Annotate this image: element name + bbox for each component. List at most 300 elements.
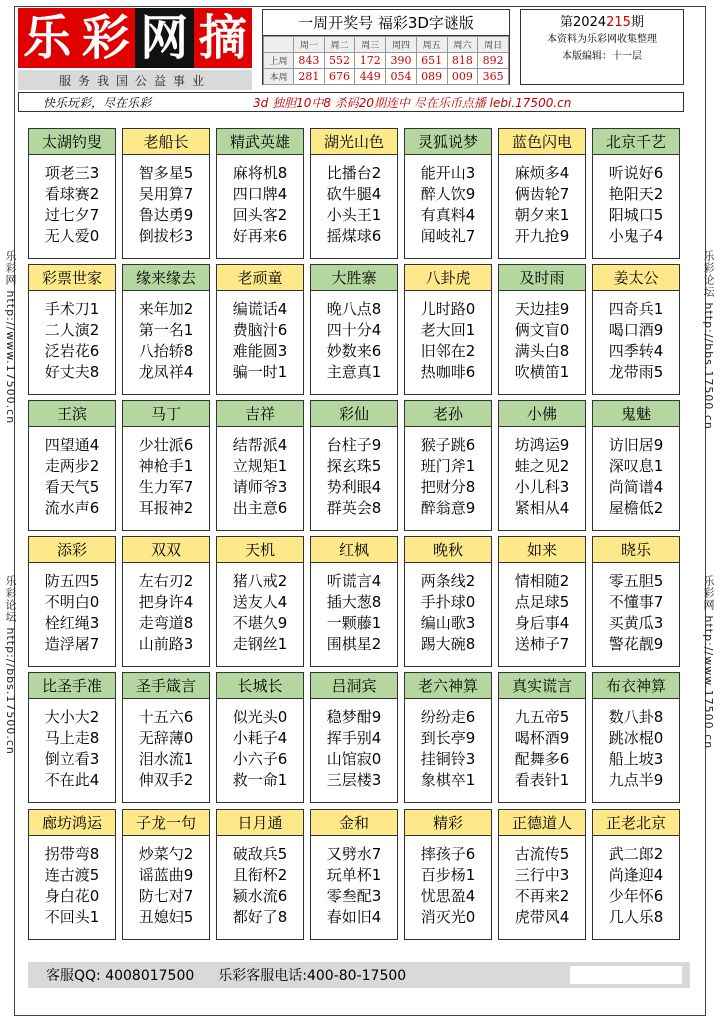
predictor-name: 晓乐 (593, 537, 679, 563)
riddle-line: 小鬼子4 (608, 227, 664, 245)
predictor-name: 老六神算 (405, 673, 491, 699)
riddle-list (311, 427, 397, 519)
riddle-line: 猴子跳6 (420, 436, 476, 454)
riddle-line: 马上走8 (44, 729, 100, 747)
riddle-line: 连古渡5 (44, 866, 100, 884)
riddle-line: 无辞薄0 (138, 729, 194, 747)
riddle-line: 能开山3 (420, 164, 476, 182)
riddle-line: 砍牛腿4 (326, 185, 382, 203)
predictor-name: 吉祥 (217, 401, 303, 427)
riddle-line: 醉人饮9 (420, 185, 476, 203)
riddle-line: 主意真1 (326, 363, 382, 381)
predictor-name: 天机 (217, 537, 303, 563)
logo-char: 乐 (18, 8, 77, 68)
riddle-line: 少年怀6 (608, 887, 664, 905)
issue-number: 215 (606, 15, 631, 30)
riddle-line: 四季转4 (608, 342, 664, 360)
predictor-name: 王滨 (29, 401, 115, 427)
riddle-line: 听谎言4 (326, 572, 382, 590)
riddle-line: 编山歌3 (420, 614, 476, 632)
riddle-line: 满头白8 (514, 342, 570, 360)
riddle-line: 难能圆3 (232, 342, 288, 360)
riddle-line: 班门斧1 (420, 457, 476, 475)
predictor-card (592, 128, 680, 259)
riddle-line: 听说好6 (608, 164, 664, 182)
riddle-line: 跳冰棍0 (608, 729, 664, 747)
riddle-line: 点足球5 (514, 593, 570, 611)
riddle-list (499, 836, 585, 928)
riddle-line: 摔孩子6 (420, 845, 476, 863)
predictor-name: 日月通 (217, 810, 303, 836)
riddle-line: 送柿子7 (514, 635, 570, 653)
riddle-line: 都好了8 (232, 908, 288, 926)
draw-number: 281 (294, 69, 325, 85)
predictor-name: 八卦虎 (405, 265, 491, 291)
riddle-line: 且衔杯2 (232, 866, 288, 884)
riddle-line: 纷纷走6 (420, 708, 476, 726)
logo-char: 彩 (77, 8, 136, 68)
logo (18, 8, 252, 68)
riddle-line: 手术刀1 (44, 300, 100, 318)
weekly-draw-box (262, 9, 510, 85)
riddle-list (593, 427, 679, 519)
predictor-card (404, 128, 492, 259)
predictor-name: 老顽童 (217, 265, 303, 291)
footer-qq: 客服QQ: 4008017500 (46, 968, 195, 984)
riddle-line: 造浮屠7 (44, 635, 100, 653)
riddle-line: 小六子6 (232, 750, 288, 768)
riddle-list (29, 836, 115, 928)
riddle-line: 艳阳天2 (608, 185, 664, 203)
riddle-line: 小头王1 (326, 206, 382, 224)
riddle-line: 倒拔杉3 (138, 227, 194, 245)
riddle-line: 俩齿轮7 (514, 185, 570, 203)
riddle-line: 坊鸿运9 (514, 436, 570, 454)
predictor-card (592, 264, 680, 395)
corner-cell (264, 37, 294, 53)
riddle-line: 看天气5 (44, 478, 100, 496)
riddle-line: 俩文盲0 (514, 321, 570, 339)
side-text-right-top: 乐彩论坛 http://bbs.17500.cn (702, 250, 715, 430)
riddle-list (29, 563, 115, 655)
predictor-name: 彩票世家 (29, 265, 115, 291)
predictor-card (498, 809, 586, 940)
predictor-name: 马丁 (123, 401, 209, 427)
predictor-card (122, 400, 210, 531)
predictor-name: 晚秋 (405, 537, 491, 563)
predictor-card (310, 128, 398, 259)
riddle-line: 吴用算7 (138, 185, 194, 203)
riddle-line: 数八卦8 (608, 708, 664, 726)
riddle-line: 二人演2 (44, 321, 100, 339)
day-header: 周一 (294, 37, 325, 53)
riddle-line: 四十分4 (326, 321, 382, 339)
issue-box (520, 9, 684, 85)
predictor-name: 精武英雄 (217, 129, 303, 155)
riddle-line: 身后事4 (514, 614, 570, 632)
riddle-list (311, 563, 397, 655)
predictor-name: 正老北京 (593, 810, 679, 836)
riddle-list (311, 836, 397, 928)
riddle-line: 两条线2 (420, 572, 476, 590)
predictor-name: 及时雨 (499, 265, 585, 291)
riddle-list (311, 155, 397, 247)
riddle-line: 颍水流6 (232, 887, 288, 905)
predictor-card (28, 264, 116, 395)
riddle-line: 栓红绳3 (44, 614, 100, 632)
riddle-line: 有真料4 (420, 206, 476, 224)
predictor-card (404, 672, 492, 803)
predictor-name: 红枫 (311, 537, 397, 563)
riddle-list (217, 291, 303, 383)
predictor-name: 蓝色闪电 (499, 129, 585, 155)
riddle-list (123, 699, 209, 791)
riddle-line: 屋檐低2 (608, 499, 664, 517)
riddle-line: 老大回1 (420, 321, 476, 339)
riddle-line: 救一命1 (232, 771, 288, 789)
riddle-line: 耳报神2 (138, 499, 194, 517)
predictor-name: 长城长 (217, 673, 303, 699)
weekly-draw-table (263, 36, 509, 85)
predictor-card (498, 536, 586, 667)
draw-number: 892 (478, 53, 509, 69)
footer-blank-box (570, 966, 682, 984)
riddle-line: 生力军7 (138, 478, 194, 496)
riddle-line: 警花靓9 (608, 635, 664, 653)
riddle-line: 第一名1 (138, 321, 194, 339)
predictor-card (592, 400, 680, 531)
logo-char: 摘 (194, 8, 253, 68)
riddle-list (405, 427, 491, 519)
riddle-line: 走钢丝1 (232, 635, 288, 653)
riddle-list (311, 699, 397, 791)
riddle-line: 探玄珠5 (326, 457, 382, 475)
riddle-line: 山前路3 (138, 635, 194, 653)
draw-number: 089 (416, 69, 447, 85)
riddle-list (405, 291, 491, 383)
riddle-line: 旧邻在2 (420, 342, 476, 360)
riddle-line: 把身许4 (138, 593, 194, 611)
predictor-card (28, 128, 116, 259)
riddle-line: 晚八点8 (326, 300, 382, 318)
riddle-list (123, 291, 209, 383)
footer-phone: 乐彩客服电话:400-80-17500 (218, 968, 407, 984)
riddle-line: 阳城口5 (608, 206, 664, 224)
riddle-line: 好再来6 (232, 227, 288, 245)
predictor-card (404, 400, 492, 531)
predictor-name: 圣手箴言 (123, 673, 209, 699)
riddle-line: 把财分8 (420, 478, 476, 496)
predictor-name: 吕洞宾 (311, 673, 397, 699)
predictor-card (122, 128, 210, 259)
riddle-line: 零五胆5 (608, 572, 664, 590)
predictor-name: 子龙一句 (123, 810, 209, 836)
riddle-line: 访旧居9 (608, 436, 664, 454)
riddle-line: 回头客2 (232, 206, 288, 224)
riddle-line: 龙带雨5 (608, 363, 664, 381)
predictor-card (310, 400, 398, 531)
riddle-line: 不在此4 (44, 771, 100, 789)
riddle-line: 挂铜铃3 (420, 750, 476, 768)
riddle-line: 春如旧4 (326, 908, 382, 926)
predictor-card (592, 672, 680, 803)
predictor-card (498, 264, 586, 395)
riddle-list (29, 699, 115, 791)
riddle-line: 台柱子9 (326, 436, 382, 454)
draw-number: 818 (447, 53, 478, 69)
riddle-line: 妙数来6 (326, 342, 382, 360)
riddle-line: 泛岩花6 (44, 342, 100, 360)
riddle-line: 古流传5 (514, 845, 570, 863)
riddle-line: 比播台2 (326, 164, 382, 182)
predictor-name: 金和 (311, 810, 397, 836)
predictor-name: 灵狐说梦 (405, 129, 491, 155)
riddle-line: 四奇兵1 (608, 300, 664, 318)
riddle-line: 手扑球0 (420, 593, 476, 611)
riddle-line: 骗一时1 (232, 363, 288, 381)
riddle-line: 象棋卒1 (420, 771, 476, 789)
riddle-list (123, 836, 209, 928)
riddle-line: 挥手别4 (326, 729, 382, 747)
day-header: 周日 (478, 37, 509, 53)
riddle-line: 配舞多6 (514, 750, 570, 768)
side-text-right-bottom: 乐彩网 http://www.17500.cn (702, 575, 715, 750)
riddle-list (499, 291, 585, 383)
riddle-line: 零叁配3 (326, 887, 382, 905)
predictor-name: 真实谎言 (499, 673, 585, 699)
riddle-line: 请师爷3 (232, 478, 288, 496)
riddle-line: 天边挂9 (514, 300, 570, 318)
predictor-name: 添彩 (29, 537, 115, 563)
draw-number: 843 (294, 53, 325, 69)
riddle-line: 儿时路0 (420, 300, 476, 318)
predictor-card (216, 128, 304, 259)
riddle-list (217, 563, 303, 655)
riddle-line: 又劈水7 (326, 845, 382, 863)
riddle-line: 不回头1 (44, 908, 100, 926)
riddle-line: 踢大碗8 (420, 635, 476, 653)
predictor-card (592, 536, 680, 667)
weekly-draw-title: 一周开奖号 福彩3D字谜版 (263, 10, 509, 36)
source-note: 本资料为乐彩网收集整理 (547, 34, 657, 45)
predictor-name: 正德道人 (499, 810, 585, 836)
predictor-name: 小佛 (499, 401, 585, 427)
riddle-line: 醉翁意9 (420, 499, 476, 517)
riddle-list (405, 836, 491, 928)
predictor-card (498, 400, 586, 531)
riddle-line: 群英会8 (326, 499, 382, 517)
riddle-line: 伸双手2 (138, 771, 194, 789)
riddle-list (123, 427, 209, 519)
riddle-line: 开九抢9 (514, 227, 570, 245)
riddle-line: 三行中3 (514, 866, 570, 884)
day-header: 周六 (447, 37, 478, 53)
draw-number: 390 (386, 53, 417, 69)
predictor-card (216, 400, 304, 531)
riddle-line: 泪水流1 (138, 750, 194, 768)
banner-slogan: 快乐玩彩，尽在乐彩 (43, 95, 152, 110)
riddle-line: 摇煤球6 (326, 227, 382, 245)
banner-promo-link[interactable]: 3d 独胆10中8 杀码20期连中 尽在乐币点播 lebi.17500.cn (253, 95, 572, 110)
riddle-line: 来年加2 (138, 300, 194, 318)
predictor-name: 布衣神算 (593, 673, 679, 699)
side-text-left-top: 乐彩网 http://www.17500.cn (4, 250, 17, 425)
draw-number: 365 (478, 69, 509, 85)
riddle-line: 出主意6 (232, 499, 288, 517)
day-header: 周二 (324, 37, 355, 53)
riddle-list (217, 699, 303, 791)
riddle-line: 八抬轿8 (138, 342, 194, 360)
predictor-card (592, 809, 680, 940)
riddle-line: 炒菜勺2 (138, 845, 194, 863)
riddle-line: 费脑汁6 (232, 321, 288, 339)
riddle-line: 十五六6 (138, 708, 194, 726)
riddle-line: 九五帝5 (514, 708, 570, 726)
riddle-line: 到长亭9 (420, 729, 476, 747)
promo-banner (18, 92, 684, 112)
draw-number: 676 (324, 69, 355, 85)
riddle-line: 喝杯酒9 (514, 729, 570, 747)
riddle-line: 几人乐8 (608, 908, 664, 926)
issue-line (521, 14, 683, 31)
riddle-line: 破敌兵5 (232, 845, 288, 863)
predictor-card (498, 128, 586, 259)
predictor-name: 太湖钓叟 (29, 129, 115, 155)
riddle-line: 拐带弯8 (44, 845, 100, 863)
riddle-line: 三层楼3 (326, 771, 382, 789)
riddle-line: 热咖啡6 (420, 363, 476, 381)
riddle-line: 谣蓝曲9 (138, 866, 194, 884)
riddle-list (123, 563, 209, 655)
riddle-line: 结帮派4 (232, 436, 288, 454)
riddle-list (593, 563, 679, 655)
riddle-line: 编谎话4 (232, 300, 288, 318)
riddle-list (29, 427, 115, 519)
riddle-line: 小儿科3 (514, 478, 570, 496)
predictor-card (216, 536, 304, 667)
day-header: 周四 (386, 37, 417, 53)
riddle-list (499, 699, 585, 791)
riddle-line: 闻岐礼7 (420, 227, 476, 245)
predictor-name: 姜太公 (593, 265, 679, 291)
predictor-card (122, 809, 210, 940)
predictor-card (310, 536, 398, 667)
riddle-line: 九点半9 (608, 771, 664, 789)
riddle-line: 送友人4 (232, 593, 288, 611)
riddle-line: 项老三3 (44, 164, 100, 182)
riddle-line: 忧思盈4 (420, 887, 476, 905)
row-label-last-week: 上周 (264, 53, 294, 69)
riddle-line: 左右刃2 (138, 572, 194, 590)
riddle-line: 尚逢迎4 (608, 866, 664, 884)
riddle-line: 四望通4 (44, 436, 100, 454)
riddle-list (499, 155, 585, 247)
riddle-line: 防七对7 (138, 887, 194, 905)
predictor-name: 精彩 (405, 810, 491, 836)
predictor-name: 大胜寨 (311, 265, 397, 291)
draw-number: 651 (416, 53, 447, 69)
draw-number: 552 (324, 53, 355, 69)
riddle-line: 山馆寂0 (326, 750, 382, 768)
riddle-list (29, 155, 115, 247)
predictor-card (28, 672, 116, 803)
predictor-card (122, 536, 210, 667)
predictor-name: 老孙 (405, 401, 491, 427)
riddle-line: 龙凤祥4 (138, 363, 194, 381)
row-label-this-week: 本周 (264, 69, 294, 85)
riddle-line: 走弯道8 (138, 614, 194, 632)
predictor-name: 鬼魅 (593, 401, 679, 427)
riddle-line: 好丈夫8 (44, 363, 100, 381)
riddle-line: 小耗子4 (232, 729, 288, 747)
riddle-line: 吹横笛1 (514, 363, 570, 381)
predictor-card (404, 264, 492, 395)
riddle-line: 不懂事7 (608, 593, 664, 611)
riddle-list (593, 291, 679, 383)
riddle-line: 似光头0 (232, 708, 288, 726)
predictor-card (310, 672, 398, 803)
riddle-line: 猪八戒2 (232, 572, 288, 590)
predictor-name: 比圣手准 (29, 673, 115, 699)
riddle-line: 尚简谱4 (608, 478, 664, 496)
riddle-list (499, 427, 585, 519)
riddle-list (499, 563, 585, 655)
predictor-card (216, 809, 304, 940)
riddle-line: 大小大2 (44, 708, 100, 726)
riddle-line: 船上坡3 (608, 750, 664, 768)
day-header: 周三 (355, 37, 386, 53)
riddle-list (311, 291, 397, 383)
riddle-line: 插大葱8 (326, 593, 382, 611)
riddle-line: 看球赛2 (44, 185, 100, 203)
riddle-line: 围棋星2 (326, 635, 382, 653)
riddle-line: 防五四5 (44, 572, 100, 590)
riddle-line: 倒立看3 (44, 750, 100, 768)
riddle-line: 无人爱0 (44, 227, 100, 245)
riddle-line: 少壮派6 (138, 436, 194, 454)
riddle-line: 喝口酒9 (608, 321, 664, 339)
riddle-list (217, 427, 303, 519)
logo-char: 网 (135, 8, 194, 68)
predictor-card (404, 809, 492, 940)
predictor-card (498, 672, 586, 803)
draw-number: 172 (355, 53, 386, 69)
predictor-card (404, 536, 492, 667)
riddle-line: 武二郎2 (608, 845, 664, 863)
draw-number: 009 (447, 69, 478, 85)
predictor-name: 如来 (499, 537, 585, 563)
riddle-line: 深叹息1 (608, 457, 664, 475)
riddle-line: 消灭光0 (420, 908, 476, 926)
riddle-line: 立规矩1 (232, 457, 288, 475)
riddle-line: 麻将机8 (232, 164, 288, 182)
riddle-line: 蛙之见2 (514, 457, 570, 475)
predictor-name: 北京千艺 (593, 129, 679, 155)
predictor-card (310, 809, 398, 940)
riddle-line: 稳梦酣9 (326, 708, 382, 726)
riddle-line: 神枪手1 (138, 457, 194, 475)
riddle-line: 走两步2 (44, 457, 100, 475)
editor-note: 本版编辑：十一层 (562, 51, 642, 62)
riddle-line: 鲁达勇9 (138, 206, 194, 224)
riddle-list (593, 836, 679, 928)
riddle-list (29, 291, 115, 383)
riddle-line: 智多星5 (138, 164, 194, 182)
riddle-line: 虎带风4 (514, 908, 570, 926)
predictor-card (28, 536, 116, 667)
riddle-list (123, 155, 209, 247)
riddle-line: 紧相从4 (514, 499, 570, 517)
